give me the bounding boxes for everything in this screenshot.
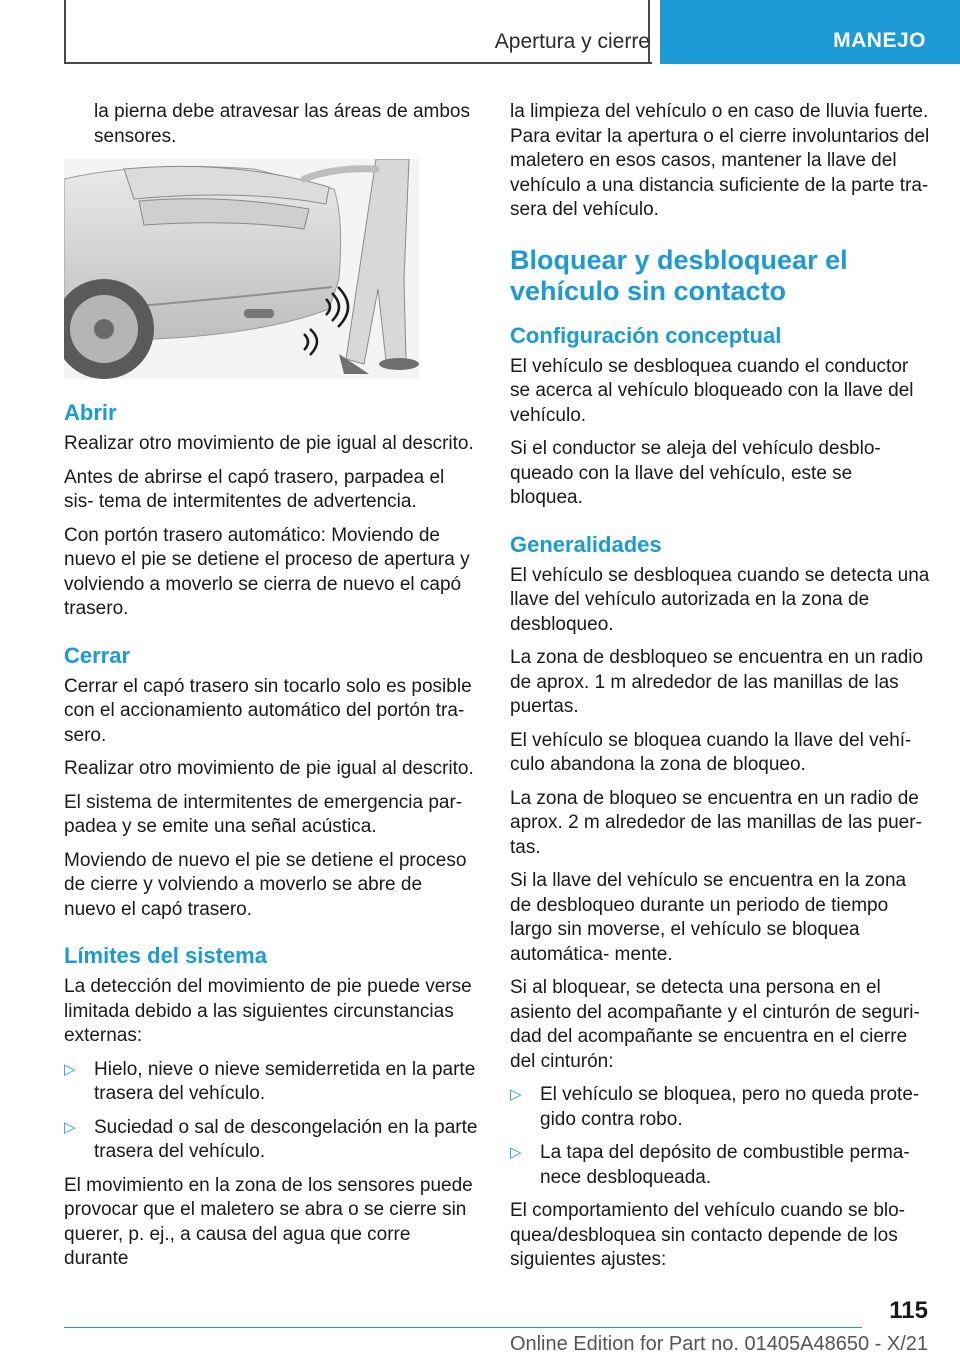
triangle-right-icon: ▷ [510,1144,522,1161]
abrir-paragraph-3: Con portón trasero automático: Moviendo de nuevo el pie se detiene el proceso de apertura y volviendo a moverlo se cierra de nuevo el capó trasero. [64,524,470,619]
right-column [510,100,930,1282]
triangle-right-icon: ▷ [64,1060,76,1078]
general-paragraph-2: La zona de desbloqueo se encuentra en un radio de aprox. 1 m alrededor de las manillas de las puertas. [510,647,924,717]
header-chapter-label: MANEJO [833,29,926,52]
header-chapter-tab [660,0,960,64]
left-column [64,100,479,1281]
header-bottom-rule [64,62,652,64]
abrir-paragraph-2: Antes de abrirse el capó trasero, parpadea el sis- tema de intermitentes de advertencia. [64,466,445,512]
triangle-right-icon: ▷ [510,1086,522,1103]
limites-heading: Límites del sistema [64,943,267,968]
limites-bullet-text: Suciedad o sal de descongelación en la parte trasera del vehículo. [94,1116,478,1162]
abrir-heading: Abrir [64,400,117,425]
cerrar-paragraph-2: Realizar otro movimiento de pie igual al descrito. [64,758,474,779]
cerrar-paragraph-3: El sistema de intermitentes de emergencia par- padea y se emite una señal acústica. [64,791,463,837]
footer-edition: Online Edition for Part no. 01405A48650 - X/21 [509,1333,928,1355]
cerrar-paragraph-4: Moviendo de nuevo el pie se detiene el proceso de cierre y volviendo a moverlo se abre de nuevo el capó trasero. [64,849,467,920]
config-heading: Configuración conceptual [510,322,782,348]
general-paragraph-1: El vehículo se desbloquea cuando se detecta una llave del vehículo autorizada en la zona de desbloqueo. [510,564,930,635]
limites-bullet [64,1058,479,1107]
limites-paragraph-1: La detección del movimiento de pie puede verse limitada debido a las siguientes circunstancias externas: [64,976,472,1046]
limites-paragraph-2: El movimiento en la zona de los sensores puede provocar que el maletero se abra o se cierre sin querer, p. ej., a causa del agua que corre durante [64,1174,473,1269]
general-bullet-text: El vehículo se bloquea, pero no queda prote- gido contra robo. [540,1084,920,1130]
triangle-right-icon: ▷ [64,1118,76,1136]
limites-bullet-text: Hielo, nieve o nieve semiderretida en la parte trasera del vehículo. [94,1058,476,1104]
intro-paragraph: la pierna debe atravesar las áreas de ambos sensores. [94,101,471,147]
general-paragraph-5: Si la llave del vehículo se encuentra en la zona de desbloqueo durante un periodo de tiempo largo sin moverse, el vehículo se bloquea automática- mente. [510,870,907,965]
continued-paragraph: la limpieza del vehículo o en caso de lluvia fuerte. Para evitar la apertura o el cierre involuntarios del maletero en esos casos, mantener la llave del vehículo a una distancia suficiente de la parte tra- sera del vehículo. [510,101,930,220]
config-paragraph-2: Si el conductor se aleja del vehículo desblo- queado con la llave del vehículo, este se bloquea. [510,438,881,508]
footer-rule [64,1327,862,1328]
general-paragraph-6: Si al bloquear, se detecta una persona en el asiento del acompañante y el cinturón de seguri- dad del acompañante se encuentra en el cierre del cinturón: [510,977,920,1072]
general-paragraph-3: El vehículo se bloquea cuando la llave del vehí- culo abandona la zona de bloqueo. [510,729,912,775]
page-number: 115 [889,1297,928,1324]
general-bullet [510,1141,930,1190]
general-bullet [510,1083,930,1132]
kick-sensor-illustration [64,159,419,379]
header-section-title: Apertura y cierre [494,30,650,53]
header-left-rule [64,0,66,64]
limites-bullet [64,1116,479,1165]
main-section-heading: Bloquear y desbloquear el vehículo sin contacto [510,244,848,306]
general-paragraph-4: La zona de bloqueo se encuentra en un radio de aprox. 2 m alrededor de las manillas de las puer- tas. [510,787,922,858]
abrir-paragraph-1: Realizar otro movimiento de pie igual al descrito. [64,433,474,454]
cerrar-paragraph-1: Cerrar el capó trasero sin tocarlo solo es posible con el accionamiento automático del portón tra- sero. [64,675,472,746]
general-bullet-text: La tapa del depósito de combustible perma- nece desbloqueada. [540,1142,910,1188]
general-heading: Generalidades [510,531,662,557]
general-paragraph-7: El comportamiento del vehículo cuando se blo- quea/desbloquea sin contacto depende de los siguientes ajustes: [510,1200,906,1270]
config-paragraph-1: El vehículo se desbloquea cuando el conductor se acerca al vehículo bloqueado con la llave del vehículo. [510,355,914,426]
cerrar-heading: Cerrar [64,642,131,668]
